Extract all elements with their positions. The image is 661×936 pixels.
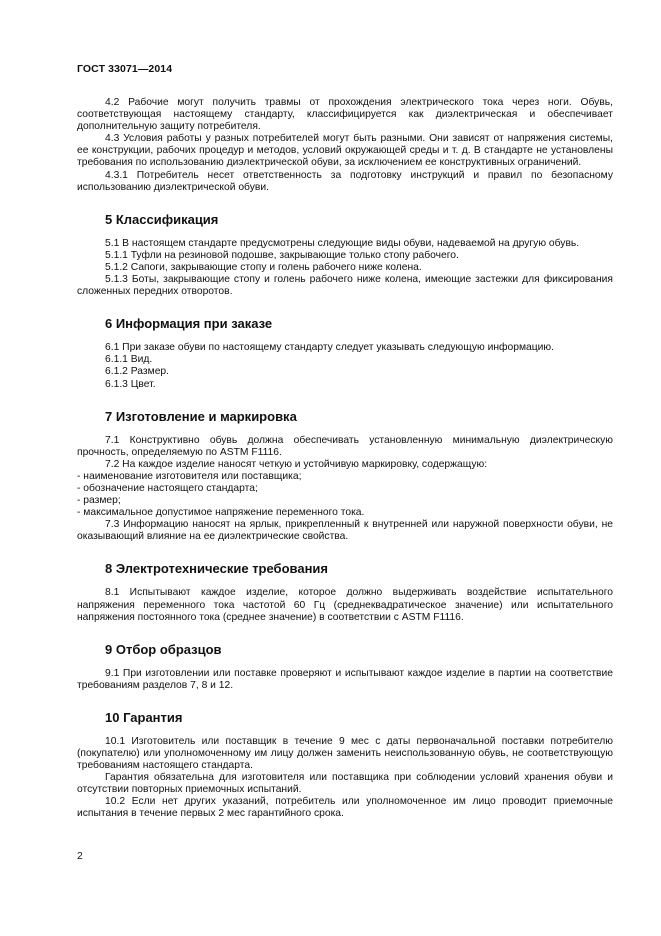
page-number: 2	[77, 851, 83, 862]
paragraph-8-1: 8.1 Испытывают каждое изделие, которое должно выдерживать воздействие испытательного напряжения переменного тока частотой 60 Гц (среднеквадратическое значение) или испытательного напряжения постоянного тока (среднее значение) в соответствии с ASTM F1116.	[77, 587, 613, 623]
list-item: - размер;	[77, 495, 121, 507]
paragraph-4-2: 4.2 Рабочие могут получить травмы от прохождения электрического тока через ноги. Обувь, соответствующая настоящему стандарту, классифицируется как диэлектрическая и обеспечивает дополнительную защиту потребителя.	[77, 97, 613, 133]
paragraph-9-1: 9.1 При изготовлении или поставке проверяют и испытывают каждое изделие в партии на соответствие требованиям разделов 7, 8 и 12.	[77, 667, 613, 691]
paragraph-6-1-1: 6.1.1 Вид.	[105, 354, 153, 366]
paragraph-5-1-3: 5.1.3 Боты, закрывающие стопу и голень рабочего ниже колена, имеющие застежки для фиксирования сложенных передних отворотов.	[77, 274, 613, 298]
paragraph-7-1: 7.1 Конструктивно обувь должна обеспечивать установленную минимальную диэлектрическую прочность, определяемую по ASTM F1116.	[77, 434, 613, 458]
paragraph-7-3: 7.3 Информацию наносят на ярлык, прикрепленный к внутренней или наружной поверхности обуви, не оказывающий влияние на ее диэлектрические свойства.	[77, 519, 613, 543]
document-header: ГОСТ 33071—2014	[77, 63, 173, 75]
paragraph-7-2: 7.2 На каждое изделие наносят четкую и устойчивую маркировку, содержащую:	[105, 458, 488, 470]
paragraph-6-1: 6.1 При заказе обуви по настоящему стандарту следует указывать следующую информацию.	[105, 342, 555, 354]
paragraph-5-1-2: 5.1.2 Сапоги, закрывающие стопу и голень рабочего ниже колена.	[105, 261, 422, 273]
paragraph-10-2: 10.2 Если нет других указаний, потребитель или уполномоченное им лицо проводит приемочные испытания в течение первых 2 мес гарантийного срока.	[77, 796, 613, 820]
paragraph-6-1-2: 6.1.2 Размер.	[105, 366, 170, 378]
paragraph-5-1-1: 5.1.1 Туфли на резиновой подошве, закрывающие только стопу рабочего.	[105, 249, 459, 261]
section-heading-10: 10 Гарантия	[105, 709, 183, 725]
section-heading-6: 6 Информация при заказе	[105, 316, 273, 332]
document-body	[77, 97, 613, 821]
paragraph-10-1: 10.1 Изготовитель или поставщик в течение 9 мес с даты первоначальной поставки потребителю (покупателю) или уполномоченному им лицу должен заменить неиспользованную обувь, не соответствующую требованиям настоящего стандарта.	[77, 735, 613, 772]
list-item: - максимальное допустимое напряжение переменного тока.	[77, 507, 365, 519]
list-item: - наименование изготовителя или поставщика;	[77, 470, 302, 482]
section-heading-7: 7 Изготовление и маркировка	[105, 408, 297, 424]
paragraph-4-3-1: 4.3.1 Потребитель несет ответственность за подготовку инструкций и правил по безопасному использованию диэлектрической обуви.	[77, 169, 613, 193]
paragraph-10-1-note: Гарантия обязательна для изготовителя или поставщика при соблюдении условий хранения обуви и отсутствии повторных приемочных испытаний.	[77, 772, 613, 796]
section-heading-5: 5 Классификация	[105, 211, 219, 227]
paragraph-4-3: 4.3 Условия работы у разных потребителей могут быть разными. Они зависят от напряжения системы, ее конструкции, рабочих процедур и методов, условий окружающей среды и т. д. В стандарте не установлены требования по использованию диэлектрической обуви, за исключением ее конструктивных ограничений.	[77, 133, 613, 169]
section-heading-8: 8 Электротехнические требования	[105, 561, 329, 577]
list-item: - обозначение настоящего стандарта;	[77, 482, 258, 494]
paragraph-6-1-3: 6.1.3 Цвет.	[105, 378, 156, 390]
paragraph-5-1: 5.1 В настоящем стандарте предусмотрены следующие виды обуви, надеваемой на другую обувь.	[105, 237, 580, 249]
section-heading-9: 9 Отбор образцов	[105, 641, 222, 657]
